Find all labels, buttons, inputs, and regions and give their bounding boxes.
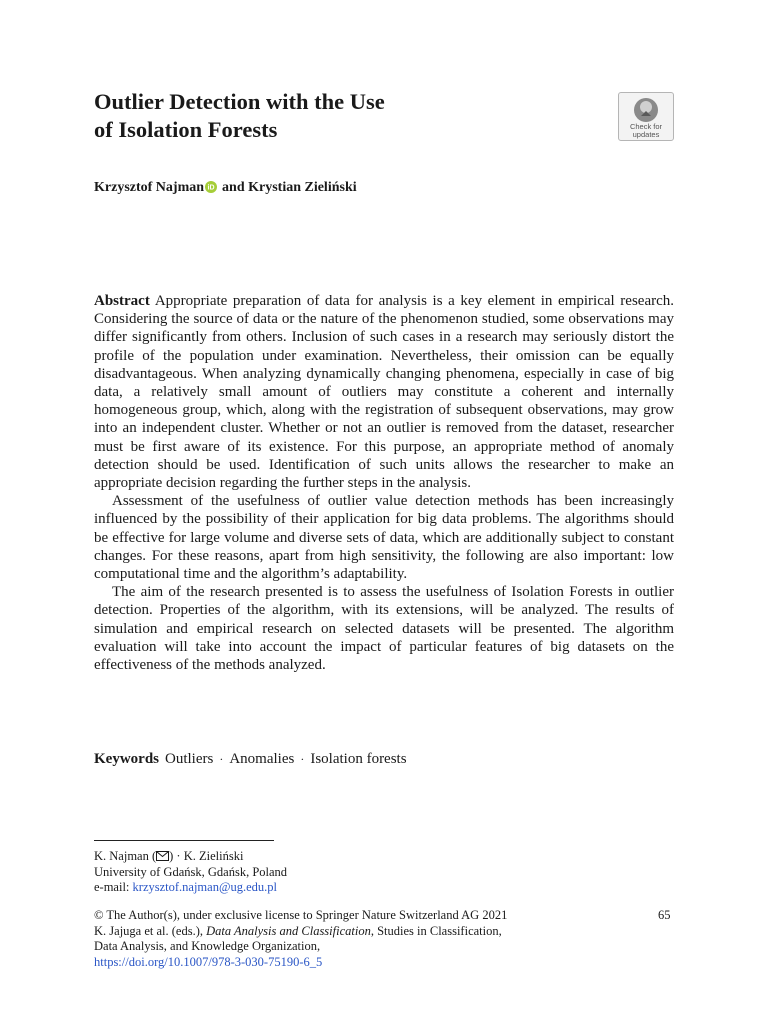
- keywords-label: Keywords: [94, 751, 159, 767]
- footnote-email-line: [94, 880, 287, 896]
- abstract-paragraph-2: Assessment of the usefulness of outlier value detection methods has been increasingly influenced by the possibility of their application for big data problems. The algorithms should be effective for large volume and diverse sets of data, which are additionally subject to constant changes. For these reasons, apart from high sensitivity, the following are also important: low computational time and the algorithm’s adaptability.: [94, 493, 674, 583]
- affiliation-footnote: [94, 849, 287, 896]
- citation-line: [94, 924, 507, 940]
- keyword-item: Anomalies: [229, 751, 295, 767]
- citation-editors: K. Jajuga et al. (eds.),: [94, 923, 207, 938]
- book-title: Data Analysis and Classification: [206, 923, 371, 938]
- keyword-item: Isolation forests: [310, 751, 407, 767]
- keyword-separator: ·: [300, 752, 305, 766]
- doi-link[interactable]: https://doi.org/10.1007/978-3-030-75190-6_5: [94, 954, 323, 969]
- author-zielinski: and Krystian Zieliński: [222, 180, 357, 195]
- abstract-text-1: Appropriate preparation of data for analysis is a key element in empirical research. Considering the source of data or the nature of the phenomenon studied, some observations may differ significantly from others. Inclusion of such cases in a research may seriously distort the profile of the population under examination. Nevertheless, their omission can be equally disadvantageous. When analyzing dynamically changing phenomena, especially in case of big data, a relatively small amount of outliers may constitute a coherent and internally homogeneous group, which, along with the registration of subsequent observations, may grow into an independent cluster. Whether or not an outlier is removed from the dataset, researcher must be first aware of its existence. For this purpose, an appropriate method of anomaly detection should be used. Identification of such units allows the researcher to make an appropriate decision regarding the further steps in the analysis.: [94, 293, 674, 492]
- copyright-line: © The Author(s), under exclusive license to Springer Nature Switzerland AG 2021: [94, 908, 508, 922]
- abstract-section: [94, 292, 674, 674]
- copyright-block: [94, 908, 507, 970]
- keyword-item: Outliers: [165, 751, 214, 767]
- abstract-paragraph-1: [94, 292, 674, 492]
- email-label: e-mail:: [94, 880, 133, 895]
- paper-title: [94, 88, 514, 144]
- footnote-rule: [94, 840, 274, 841]
- keyword-separator: ·: [219, 752, 224, 766]
- badge-line-1: Check for: [629, 122, 663, 131]
- svg-text:iD: iD: [207, 184, 215, 192]
- email-link[interactable]: krzysztof.najman@ug.edu.pl: [132, 880, 277, 895]
- orcid-icon[interactable]: [205, 181, 217, 193]
- footnote-author-najman: K. Najman (: [94, 849, 157, 863]
- series-line: Data Analysis, and Knowledge Organization,: [94, 939, 321, 954]
- footnote-author-zielinski: ) · K. Zieliński: [169, 849, 244, 863]
- check-for-updates-badge[interactable]: [618, 92, 674, 141]
- abstract-label: Abstract: [94, 293, 150, 309]
- envelope-icon: [156, 851, 169, 861]
- badge-line-2: updates: [632, 130, 660, 139]
- title-line-1: Outlier Detection with the Use: [94, 89, 385, 114]
- author-najman: Krzysztof Najman: [94, 180, 205, 195]
- footnote-line-1: [94, 849, 287, 865]
- crossmark-icon: [633, 97, 659, 123]
- abstract-paragraph-3: The aim of the research presented is to assess the usefulness of Isolation Forests in outlier detection. Properties of the algorithm, with its extensions, will be analyzed. The results of simulation and empirical research on selected datasets will be presented. The algorithm evaluation will take into account the impact of particular features of big datasets on the effectiveness of the methods analyzed.: [94, 584, 674, 674]
- title-line-2: of Isolation Forests: [94, 117, 278, 142]
- page-number: 65: [658, 908, 671, 922]
- author-list: [94, 180, 357, 196]
- series-title: , Studies in Classification,: [370, 923, 502, 938]
- footnote-affiliation: University of Gdańsk, Gdańsk, Poland: [94, 864, 288, 879]
- keywords-line: [94, 751, 407, 768]
